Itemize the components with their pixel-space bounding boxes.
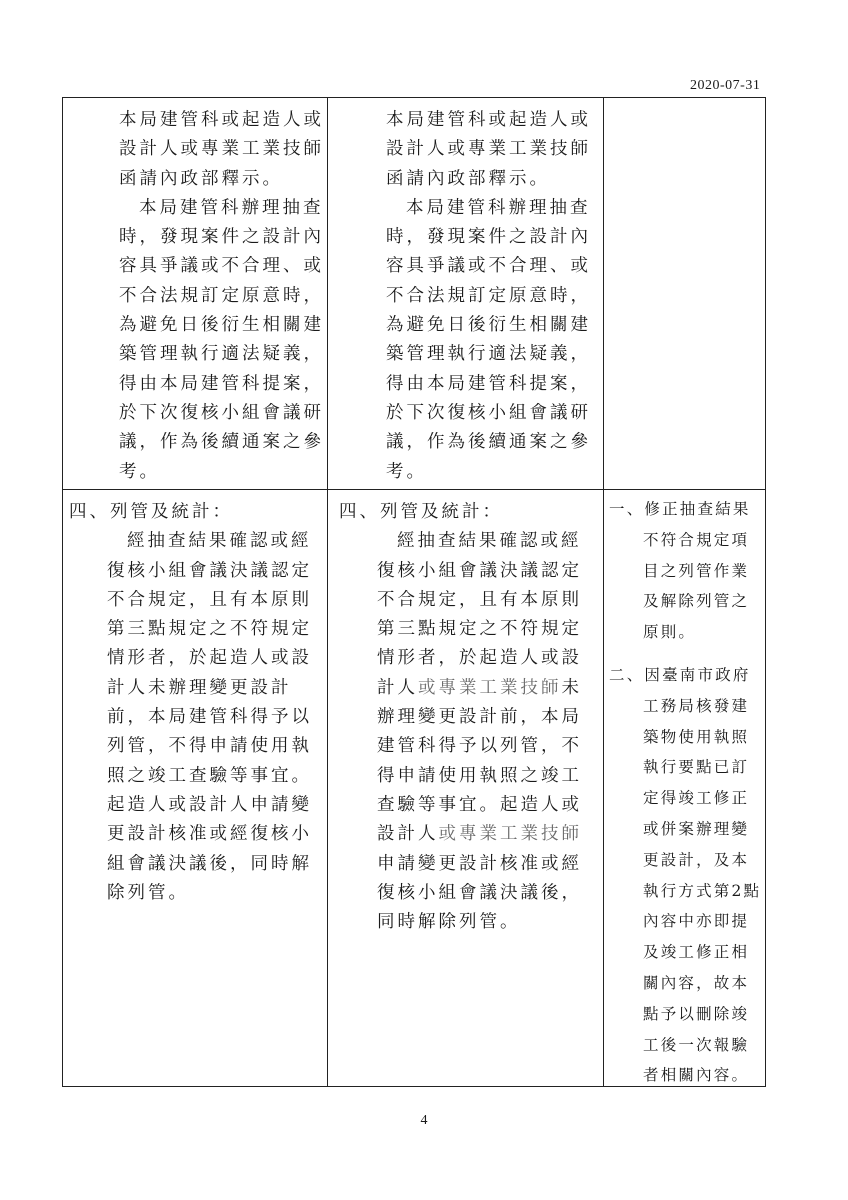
comparison-table — [62, 97, 766, 1087]
amended-text: 或專業工業技師 — [418, 677, 562, 698]
amended-text: 或專業工業技師 — [438, 824, 582, 845]
section-title: 四、列管及統計： — [69, 502, 233, 522]
top-col1-text: 本局建管科或起造人或 設計人或專業工業技師 函請內政部釋示。 本局建管科辦理抽查 時，發現案件之設計內 容具爭議或不合理、或 不合法規訂定原意時， 為避免日後衍生相關建 築管理執行適法疑義， 得由本局建管科提案， 於下次復核小組會議研 議，作為後續通案之參 考。 — [119, 110, 324, 482]
note-item-1: 一、修正抽查結果 不符合規定項 目之列管作業 及解除列管之 原則。 — [609, 500, 751, 642]
explanation-notes — [609, 494, 761, 1091]
row-divider — [63, 489, 765, 490]
top-col2-text: 本局建管科或起造人或 設計人或專業工業技師 函請內政部釋示。 本局建管科辦理抽查 時，發現案件之設計內 容具爭議或不合理、或 不合法規訂定原意時， 為避免日後衍生相關建 築管理執行適法疑義， 得由本局建管科提案， 於下次復核小組會議研 議，作為後續通案之參 考。 — [386, 110, 591, 482]
page-number: 4 — [420, 1113, 428, 1128]
bottom-col2-text: 四、列管及統計： 經抽查結果確認或經 復核小組會議決議認定 不合規定，且有本原則 第三點規定之不符規定 情形者，於起造人或設 計人或專業工業技師未 辦理變更設計前，本局 建管科得予以列管，不 得申請使用執照之竣工 查驗等事宜。起造人或 設計人或專業工業技師 申請變更設計核准或經 復核小組會議決議後， 同時解除列管。 — [339, 498, 582, 937]
bottom-col1-text: 四、列管及統計： 經抽查結果確認或經 復核小組會議決議認定 不合規定，且有本原則 第三點規定之不符規定 情形者，於起造人或設 計人未辦理變更設計 前，本局建管科得予以 列管，不得申請使用執 照之竣工查驗等事宜。 起造人或設計人申請變 更設計核准或經復核小 組會議決議後，同時解 除列管。 — [69, 498, 312, 908]
section-title: 四、列管及統計： — [339, 502, 503, 522]
date-stamp: 2020-07-31 — [690, 78, 761, 93]
column-divider — [327, 98, 328, 1086]
note-item-2: 二、因臺南市政府 工務局核發建 築物使用執照 執行要點已訂 定得竣工修正 或併案辦理變 更設計，及本 執行方式第2點 內容中亦即提 及竣工修正相 關內容，故本 點予以刪除竣 工後一次報驗 者相關內容。 — [609, 665, 762, 1085]
column-divider — [603, 98, 604, 1086]
